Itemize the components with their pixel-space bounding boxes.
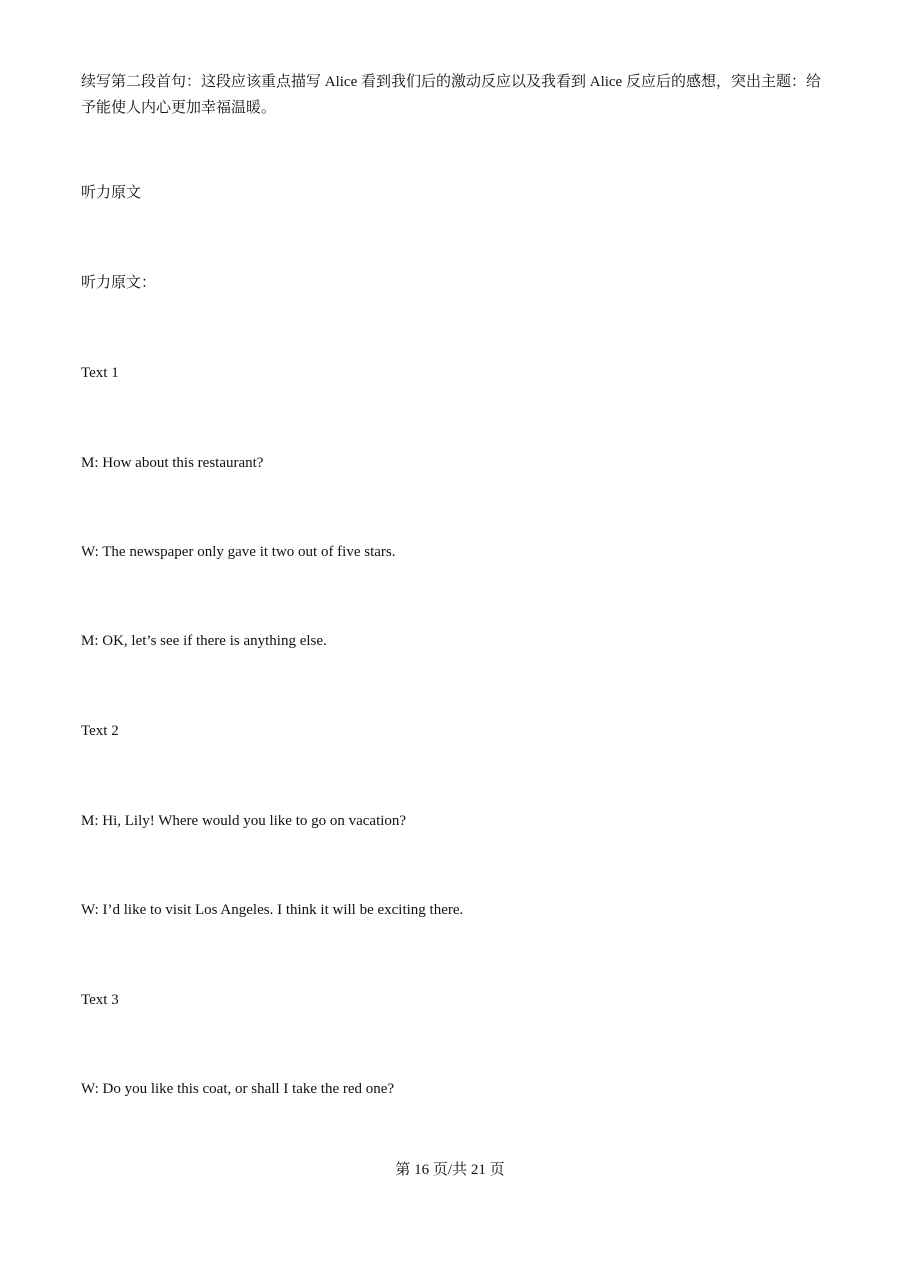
text-1-title: Text 1 — [81, 365, 119, 381]
dialogue-line: M: OK, let’s see if there is anything else. — [81, 633, 327, 649]
dialogue-line: M: How about this restaurant? — [81, 455, 264, 471]
section-heading-listening-transcript: 听力原文 — [81, 185, 142, 201]
writing-guidance-paragraph: 续写第二段首句：这段应该重点描写 Alice 看到我们后的激动反应以及我看到 Alice 反应后的感想，突出主题：给予能使人内心更加幸福温暖。 — [81, 74, 821, 116]
section-heading-listening-transcript-colon: 听力原文： — [81, 275, 157, 291]
dialogue-line: W: I’d like to visit Los Angeles. I think it will be exciting there. — [81, 902, 464, 918]
page-number-footer: 第 16 页/共 21 页 — [395, 1162, 505, 1178]
dialogue-line: W: The newspaper only gave it two out of five stars. — [81, 544, 396, 560]
text-3-title: Text 3 — [81, 992, 119, 1008]
text-2-title: Text 2 — [81, 723, 119, 739]
dialogue-line: W: Do you like this coat, or shall I take the red one? — [81, 1081, 395, 1097]
dialogue-line: M: Hi, Lily! Where would you like to go on vacation? — [81, 813, 407, 829]
